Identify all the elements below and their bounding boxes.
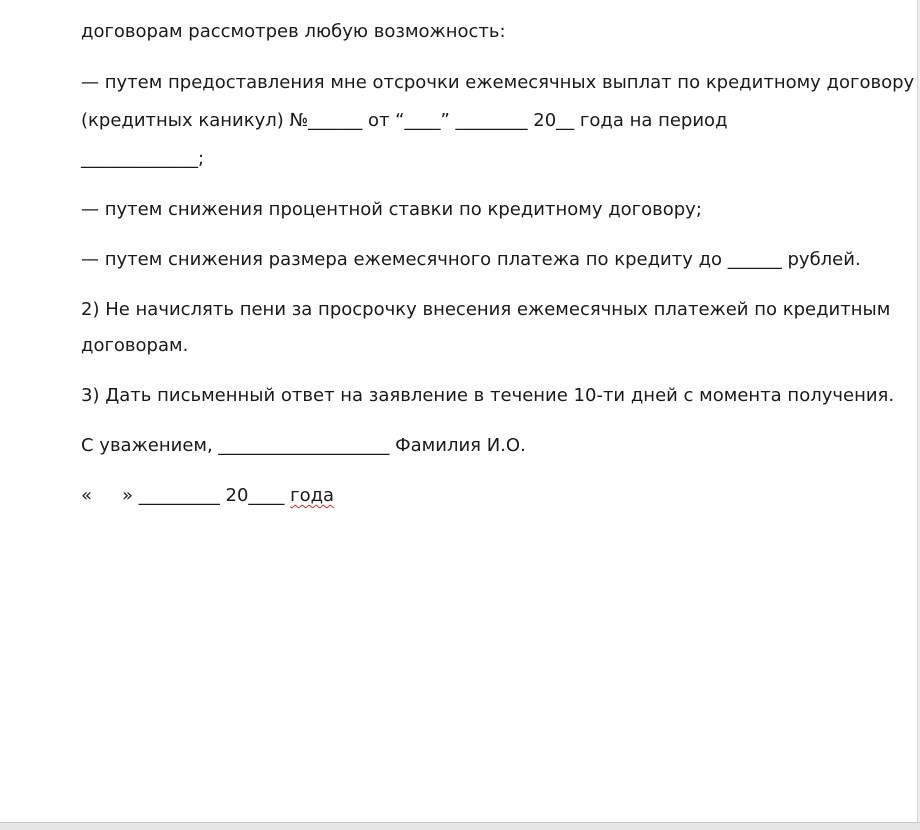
document-body[interactable] xyxy=(81,14,915,528)
paragraph-option-payment: — путем снижения размера ежемесячного платежа по кредиту до ______ рублей. xyxy=(81,249,861,270)
signature-line: С уважением, ___________________ Фамилия И.О. xyxy=(81,435,526,456)
date-close-quote: » xyxy=(122,485,134,506)
item-2-line-1: 2) Не начислять пени за просрочку внесения ежемесячных платежей по кредитным xyxy=(81,299,891,320)
date-line xyxy=(81,478,896,514)
option-deferral-line-2: (кредитных каникул) №______ от “____” ________ 20__ года на период xyxy=(81,110,728,131)
paragraph-option-rate: — путем снижения процентной ставки по кредитному договору; xyxy=(81,199,702,220)
item-2-line-2: договорам. xyxy=(81,335,189,356)
option-deferral-line-1: — путем предоставления мне отсрочки ежемесячных выплат по кредитному договору xyxy=(81,72,915,93)
date-blanks: _________ 20____ xyxy=(138,485,285,506)
date-open-quote: « xyxy=(81,485,93,506)
option-deferral-line-3: _____________; xyxy=(81,148,205,169)
paragraph-option-deferral xyxy=(81,64,915,178)
paragraph-item-3: 3) Дать письменный ответ на заявление в течение 10-ти дней с момента получения. xyxy=(81,385,895,406)
horizontal-scrollbar[interactable] xyxy=(0,822,920,830)
date-year-word: года xyxy=(290,485,335,506)
paragraph-item-2 xyxy=(81,292,896,364)
paragraph-intro-tail: договорам рассмотрев любую возможность: xyxy=(81,21,506,42)
